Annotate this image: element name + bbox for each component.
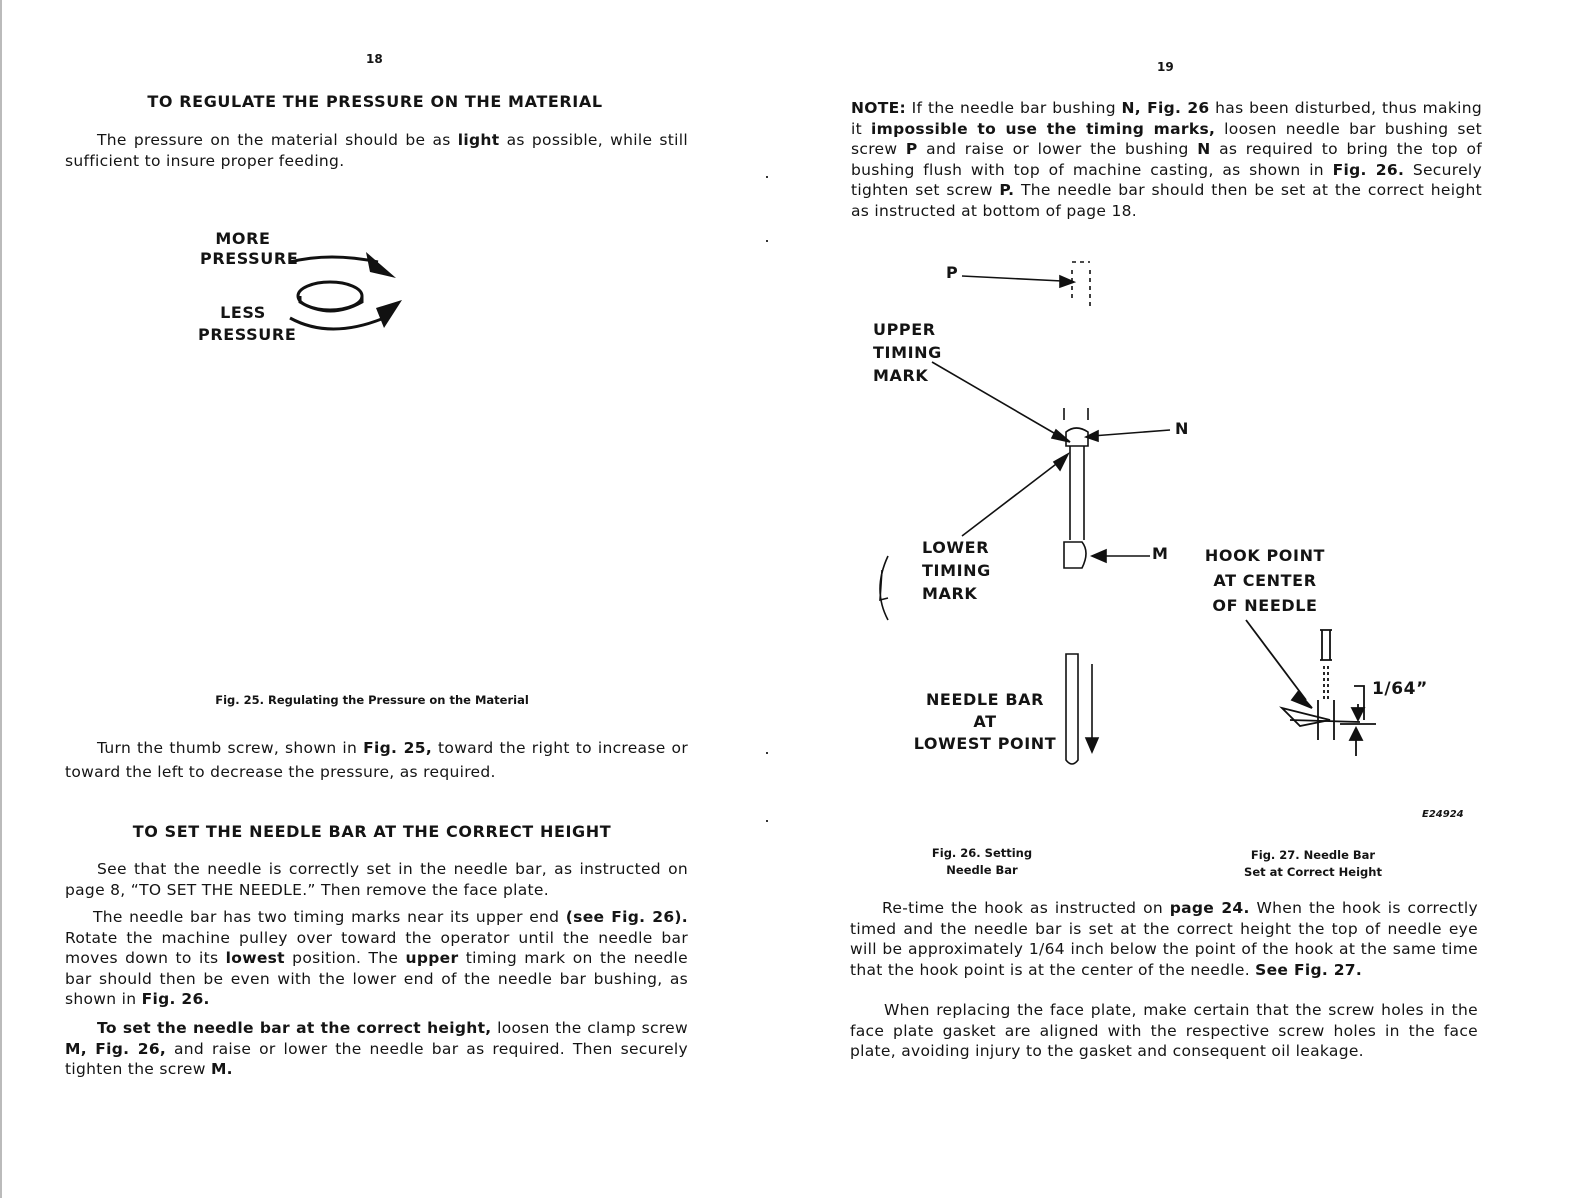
bold-text: To set the needle bar at the correct height,: [97, 1019, 492, 1037]
text-run: timing mark on the needle bar should then be even with the lower end of the needle bar bushing, as shown in: [65, 949, 688, 1008]
label-n-bushing: N: [1175, 419, 1189, 438]
label-less-pressure: LESS PRESSURE: [198, 303, 297, 344]
page-number-left: 18: [366, 52, 383, 66]
text-run: The pressure on the material should be as: [97, 131, 458, 149]
label-more-pressure: MORE PRESSURE: [200, 229, 299, 268]
fig25-caption: Fig. 25. Regulating the Pressure on the Material: [215, 693, 529, 707]
text-run: If the needle bar bushing: [906, 99, 1122, 117]
bold-text: light: [457, 131, 500, 149]
text-run: and raise or lower the bushing: [917, 140, 1198, 158]
bold-text: See Fig. 27.: [1255, 960, 1363, 979]
paragraph-face-plate: [850, 1000, 1478, 1062]
measurement-1-64-inch: 1/64”: [1372, 679, 1428, 699]
bold-text: lowest: [225, 949, 285, 967]
fig26-caption: Fig. 26. Setting Needle Bar: [931, 846, 1033, 877]
text-run: Rotate the machine pulley over toward the operator until the needle bar moves down to its: [65, 928, 688, 967]
text-run: The needle bar has two timing marks near its upper end: [93, 908, 566, 926]
text-run: See that the needle is correctly set in the needle bar, as instructed on page 8, “TO SET THE NEEDLE.” Then remove the face plate.: [65, 860, 688, 899]
text-run: toward the right to increase or toward the left to decrease the pressure, as required.: [65, 739, 689, 781]
bold-text: Fig. 26.: [141, 990, 210, 1008]
text-run: Turn the thumb screw, shown in: [97, 739, 364, 757]
bold-text: upper: [405, 949, 459, 967]
text-run: When replacing the face plate, make certain that the screw holes in the face plate gasket are aligned with the respective screw holes in the face plate, avoiding injury to the gasket and consequent oil leakage.: [850, 1001, 1478, 1060]
label-p-set-screw: P: [946, 263, 959, 282]
heading-needle-bar-height: TO SET THE NEEDLE BAR AT THE CORRECT HEIGHT: [132, 822, 612, 841]
text-run: has been disturbed, thus making it: [851, 99, 1482, 138]
text-run: loosen needle bar bushing set screw: [851, 119, 1482, 158]
bold-text: page 24.: [1169, 899, 1250, 917]
bold-text: M, Fig. 26,: [65, 1039, 167, 1058]
text-run: Securely tighten set screw: [851, 160, 1482, 199]
text-run: Re-time the hook as instructed on: [882, 899, 1170, 917]
bold-text: Fig. 26.: [1332, 160, 1405, 179]
text-run: as possible, while still sufficient to insure proper feeding.: [65, 131, 688, 170]
bold-text: NOTE:: [851, 99, 907, 117]
label-lower-timing-mark: LOWER TIMING MARK: [922, 538, 991, 603]
bold-text: impossible to use the timing marks,: [871, 119, 1216, 138]
bold-text: N, Fig. 26: [1121, 99, 1210, 117]
label-upper-timing-mark: UPPER TIMING MARK: [873, 320, 942, 385]
fig27-caption: Fig. 27. Needle Bar Set at Correct Height: [1244, 848, 1382, 879]
bold-text: P: [905, 140, 918, 158]
label-hook-point: HOOK POINT AT CENTER OF NEEDLE: [1204, 546, 1326, 615]
text-run: loosen the clamp screw: [491, 1019, 688, 1037]
text-run: When the hook is correctly timed and the needle bar is set at the correct height the top of needle eye will be approximately 1/64 inch below the point of the hook at the same time that the hook point is at the center of the needle.: [850, 899, 1478, 979]
label-needle-bar-lowest-point: NEEDLE BAR AT LOWEST POINT: [913, 690, 1057, 753]
bold-text: M.: [210, 1060, 233, 1078]
drawing-code: E24924: [1422, 809, 1464, 820]
paragraph-retime-hook: [850, 898, 1478, 980]
page-number-right: 19: [1157, 60, 1174, 74]
bold-text: P.: [999, 181, 1015, 199]
text-run: as required to bring the top of bushing flush with top of machine casting, as shown in: [851, 140, 1483, 179]
label-m-clamp-screw: M: [1152, 544, 1169, 563]
heading-regulate-pressure: TO REGULATE THE PRESSURE ON THE MATERIAL: [147, 92, 603, 111]
bold-text: Fig. 25,: [363, 739, 433, 757]
text-run: and raise or lower the needle bar as required. Then securely tighten the screw: [65, 1039, 688, 1078]
bold-text: (see Fig. 26).: [565, 908, 688, 926]
text-run: The needle bar should then be set at the correct height as instructed at bottom of page 18.: [851, 181, 1483, 220]
text-run: position. The: [284, 949, 406, 967]
bold-text: N: [1197, 140, 1211, 158]
